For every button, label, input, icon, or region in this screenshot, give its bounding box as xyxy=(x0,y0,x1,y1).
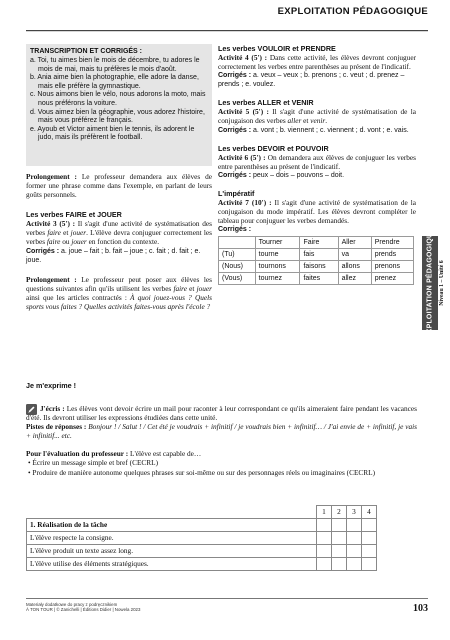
table-cell: prenez xyxy=(371,273,413,285)
transcription-item: b. Ania aime bien la photographie, elle adore la danse, mais elle préfère la gymnastique. xyxy=(30,74,199,90)
table-row xyxy=(27,506,377,519)
bottom-section xyxy=(26,404,417,477)
table-cell: (Nous) xyxy=(219,261,256,273)
table-row xyxy=(27,519,377,532)
table-row xyxy=(219,249,414,261)
left-column xyxy=(26,172,212,311)
table-header-cell: 3 xyxy=(347,506,362,519)
table-cell: 1. Réalisation de la tâche xyxy=(27,519,317,532)
vouloir-prendre-heading: Les verbes VOULOIR et PRENDRE xyxy=(218,44,336,53)
table-cell: va xyxy=(338,249,371,261)
bullet-item: • Produire de manière autonome quelques phrases sur soi-même ou sur des personnages réels ou imaginaires (CECRL) xyxy=(28,467,376,477)
table-row xyxy=(219,237,414,249)
activite-4: Activité 4 (5') : Dans cette activité, les élèves devront conjuguer correctement les verbes entre parenthèses au présent de l'indicatif. xyxy=(218,53,416,72)
transcription-item: a. Toi, tu aimes bien le mois de décembre, tu adores le mois de mai, mais tu préfères le mois d'août. xyxy=(30,57,200,73)
table-cell: (Vous) xyxy=(219,273,256,285)
activite-5: Activité 5 (5') : Il s'agit d'une activité de systématisation de la conjugaison des verbes aller et venir. xyxy=(218,107,416,126)
table-cell: tournons xyxy=(255,261,300,273)
transcription-item: c. Nous aimons bien le vélo, nous adorons la moto, mais nous préférons la voiture. xyxy=(30,91,206,107)
transcription-item: d. Vous aimez bien la géographie, vous adorez l'histoire, mais vous préférez le français. xyxy=(30,108,205,125)
activite-7-corriges: Corrigés : xyxy=(218,226,252,234)
activite-4-corriges: Corrigés : a. veux – veux ; b. prenons ; c. veut ; d. prenez – prends ; e. voulez. xyxy=(218,72,405,89)
table-row xyxy=(27,558,377,571)
j-ecris: J'écris : Les élèves vont devoir écrire un mail pour raconter à leur correspondant ce qu'ils aimeraient faire pendant les vacances d'été. Ils devront utiliser les expressions étudiées dans cette unité. xyxy=(26,404,417,423)
page-number: 103 xyxy=(413,603,428,614)
table-cell: tourne xyxy=(255,249,300,261)
table-cell: Faire xyxy=(300,237,338,249)
table-cell: faisons xyxy=(300,261,338,273)
table-cell: Prendre xyxy=(371,237,413,249)
table-cell: prends xyxy=(371,249,413,261)
table-cell: L'élève produit un texte assez long. xyxy=(27,545,317,558)
footer-text xyxy=(26,602,140,613)
devoir-pouvoir-heading: Les verbes DEVOIR et POUVOIR xyxy=(218,143,329,153)
table-cell: fais xyxy=(300,249,338,261)
table-cell: allons xyxy=(338,261,371,273)
table-cell: (Tu) xyxy=(219,249,256,261)
aller-venir-heading: Les verbes ALLER et VENIR xyxy=(218,98,314,108)
bullet-item: • Écrire un message simple et bref (CECRL) xyxy=(28,458,159,468)
activite-7: Activité 7 (10') : Il s'agit d'une activité de systématisation de la conjugaison du mode impératif. Les élèves devront compléter le tableau pour conjuguer les verbes demandés. xyxy=(218,197,417,226)
transcription-heading: TRANSCRIPTION ET CORRIGÉS : xyxy=(30,48,143,55)
table-header-cell: 2 xyxy=(332,506,347,519)
table-header-cell: 4 xyxy=(362,506,377,519)
side-band-label: EXPLOITATION PÉDAGOGIQUE xyxy=(426,227,434,339)
table-cell: L'élève respecte la consigne. xyxy=(27,532,317,545)
activite-3: Activité 3 (5') : Il s'agit d'une activité de systématisation des verbes faire et jouer. L'élève devra conjuguer correctement les verbes faire ou jouer en fonction du contexte. xyxy=(26,219,213,247)
side-level-label: Niveau 1 – Unité 6 xyxy=(439,260,445,306)
table-row xyxy=(219,261,414,273)
table-header-cell: 1 xyxy=(317,506,332,519)
prolongement-1: Prolongement : Le professeur demandera aux élèves de former une phrase comme dans l'exemple, en parlant de leurs goûts personnels. xyxy=(26,172,212,200)
table-cell: faites xyxy=(300,273,338,285)
table-cell: prenons xyxy=(371,261,413,273)
prolongement-2: Prolongement : Le professeur peut poser aux élèves les questions suivantes afin qu'ils utilisent les verbes faire et jouer ainsi que les articles contractés : À quoi jouez-vous ? Quels sports vous faites ? Quelles activités faites-vous après l'école ? xyxy=(26,274,212,312)
evaluation-intro: Pour l'évaluation du professeur : L'élève est capable de… xyxy=(26,449,202,459)
footer-rule xyxy=(26,598,428,599)
imperatif-table xyxy=(218,236,414,285)
right-column xyxy=(218,44,416,285)
pistes-reponses: Pistes de réponses : Bonjour ! / Salut ! / Cet été je voudrais + infinitif / je voudrais bien + infinitif… / J'ai envie de + infinitif, je vais + infinitif... etc. xyxy=(26,422,417,441)
faire-jouer-heading: Les verbes FAIRE et JOUER xyxy=(26,210,122,220)
table-cell: tournez xyxy=(255,273,300,285)
je-m-exprime-heading: Je m'exprime ! xyxy=(26,381,77,390)
activite-6-corriges: Corrigés : peux – dois – pouvons – doit. xyxy=(218,171,345,179)
transcription-box xyxy=(26,44,212,166)
evaluation-table xyxy=(26,505,377,571)
footer-line-1: Materiały dodatkowe do pracy z podręcznikiem xyxy=(26,602,118,607)
transcription-item: e. Ayoub et Victor aiment bien le tennis, ils adorent le judo, mais ils préfèrent le football. xyxy=(30,125,195,142)
activite-5-corriges: Corrigés : a. vont ; b. viennent ; c. viennent ; d. vont ; e. vais. xyxy=(218,126,409,134)
imperatif-heading: L'impératif xyxy=(218,188,255,198)
header-rule-light xyxy=(26,31,428,32)
header-title: EXPLOITATION PÉDAGOGIQUE xyxy=(277,6,428,17)
table-row xyxy=(27,532,377,545)
table-cell: Tourner xyxy=(255,237,300,249)
table-cell: L'élève utilise des éléments stratégiques. xyxy=(27,558,317,571)
table-row xyxy=(27,545,377,558)
activite-6: Activité 6 (5') : On demandera aux élèves de conjuguer les verbes entre parenthèses au présent de l'indicatif. xyxy=(218,152,416,171)
table-cell: allez xyxy=(338,273,371,285)
activite-3-corriges: Corrigés : a. joue – fait ; b. fait – joue ; c. fait ; d. fait ; e. joue. xyxy=(26,247,201,264)
table-cell: Aller xyxy=(338,237,371,249)
footer-line-2: À TON TOUR | © Zanichelli | Éditions Didier | Nowela 2023 xyxy=(26,607,141,613)
table-row xyxy=(219,273,414,285)
table-cell xyxy=(219,237,256,249)
